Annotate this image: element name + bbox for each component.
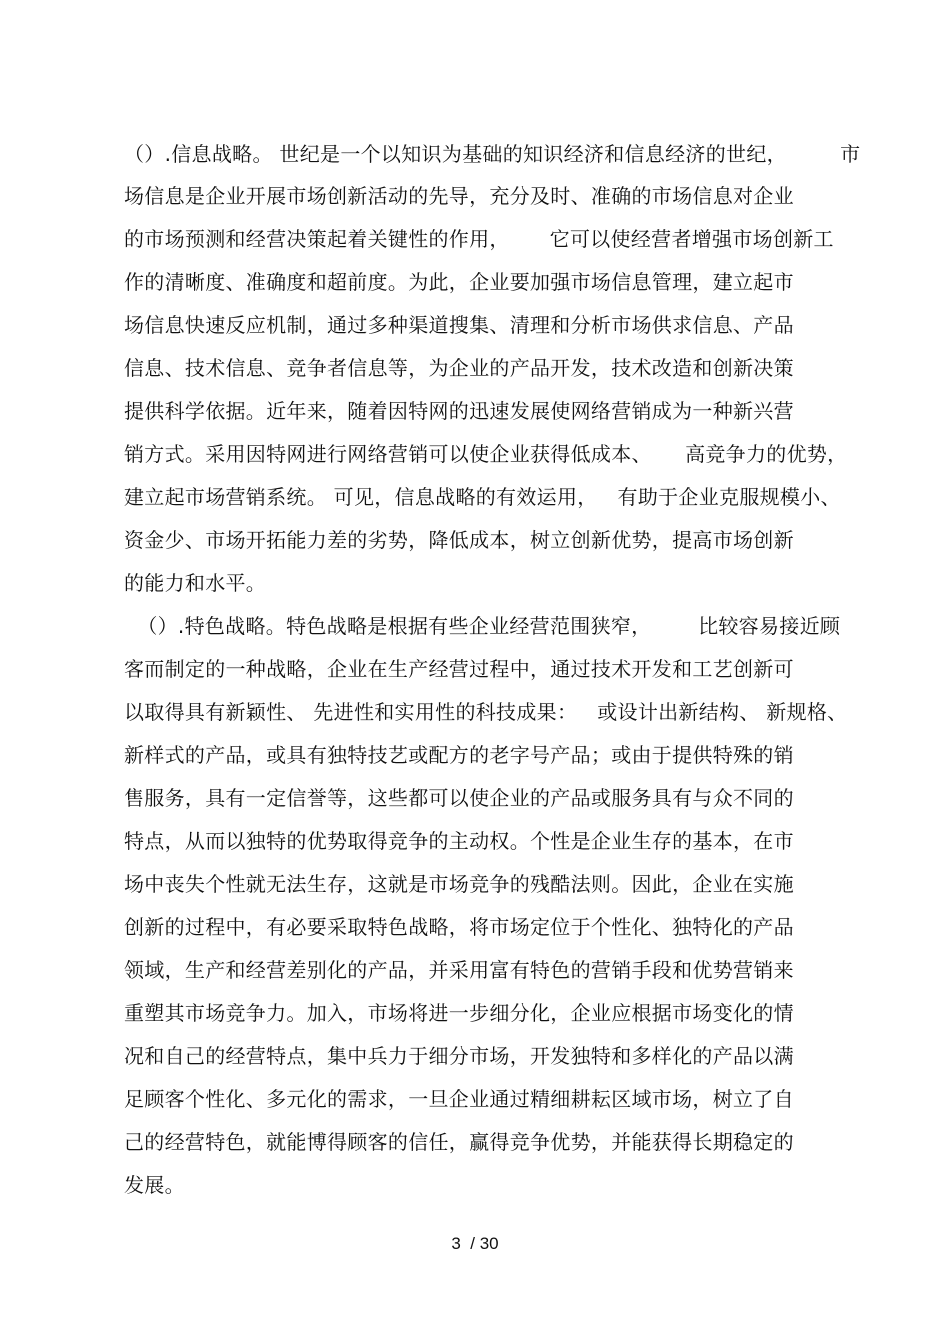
text-line: 售服务，具有一定信誉等，这些都可以使企业的产品或服务具有与众不同的 [124,786,794,810]
text-line: 新样式的产品，或具有独特技艺或配方的老字号产品；或由于提供特殊的销 [124,743,794,767]
text-line: 场信息快速反应机制，通过多种渠道搜集、清理和分析市场供求信息、产品 [124,313,794,337]
text-line: 发展。 [124,1173,185,1197]
text-line: （）.特色战略。特色战略是根据有些企业经营范围狭窄， 比较容易接近顾 [124,614,841,638]
text-line: 创新的过程中，有必要采取特色战略，将市场定位于个性化、独特化的产品 [124,915,794,939]
text-line: 客而制定的一种战略，企业在生产经营过程中，通过技术开发和工艺创新可 [124,657,794,681]
page-number: 3 / 30 [451,1234,499,1253]
text-line: 以取得具有新颖性、 先进性和实用性的科技成果： 或设计出新结构、 新规格、 [124,700,848,724]
text-line: 的市场预测和经营决策起着关键性的作用， 它可以使经营者增强市场创新工 [124,227,834,251]
text-line: 场中丧失个性就无法生存，这就是市场竞争的残酷法则。因此，企业在实施 [124,872,794,896]
text-line: 场信息是企业开展市场创新活动的先导，充分及时、准确的市场信息对企业 [124,184,794,208]
text-line: 重塑其市场竞争力。加入，市场将进一步细分化，企业应根据市场变化的情 [124,1001,794,1025]
text-line: 提供科学依据。近年来，随着因特网的迅速发展使网络营销成为一种新兴营 [124,399,794,423]
text-line: 的能力和水平。 [124,571,267,595]
text-line: 信息、技术信息、竞争者信息等，为企业的产品开发，技术改造和创新决策 [124,356,794,380]
text-line: 销方式。采用因特网进行网络营销可以使企业获得低成本、 高竞争力的优势， [124,442,848,466]
text-line: 资金少、市场开拓能力差的劣势，降低成本，树立创新优势，提高市场创新 [124,528,794,552]
text-line: 特点，从而以独特的优势取得竞争的主动权。个性是企业生存的基本，在市 [124,829,794,853]
text-line: 领域，生产和经营差别化的产品，并采用富有特色的营销手段和优势营销来 [124,958,794,982]
text-line: 作的清晰度、准确度和超前度。为此，企业要加强市场信息管理，建立起市 [124,270,794,294]
text-line: 建立起市场营销系统。 可见，信息战略的有效运用， 有助于企业克服规模小、 [124,485,841,509]
text-line: 己的经营特色，就能博得顾客的信任，赢得竞争优势，并能获得长期稳定的 [124,1130,794,1154]
text-line: 足顾客个性化、多元化的需求，一旦企业通过精细耕耘区域市场，树立了自 [124,1087,794,1111]
text-line: （）.信息战略。 世纪是一个以知识为基础的知识经济和信息经济的世纪， 市 [124,142,861,166]
text-line: 况和自己的经营特点，集中兵力于细分市场，开发独特和多样化的产品以满 [124,1044,794,1068]
